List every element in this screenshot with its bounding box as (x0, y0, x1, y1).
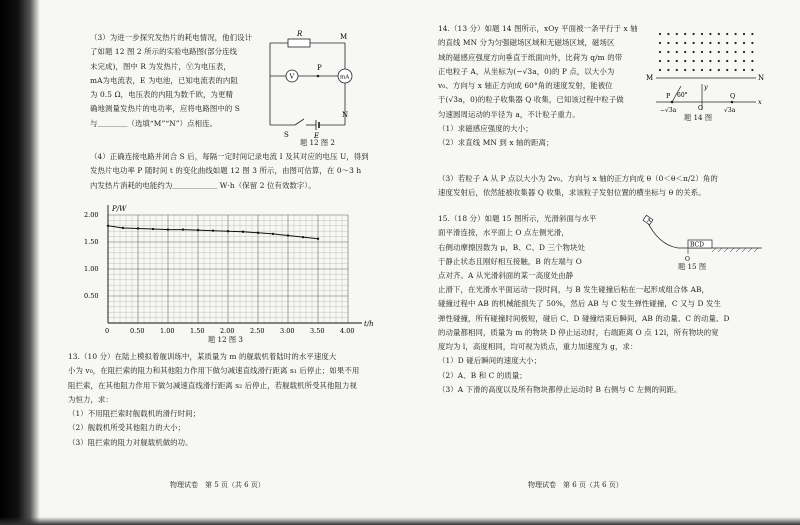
field-dot (684, 42, 686, 44)
data-point (212, 229, 214, 231)
field-dot (726, 33, 728, 35)
left-footer: 物理试卷 第 5 页（共 6 页） (170, 481, 265, 489)
label-A: A (647, 218, 651, 224)
power-time-chart (80, 203, 410, 353)
label-neg-sqrt3a: −√3a (660, 107, 677, 114)
fig14-caption: 题 14 图 (684, 113, 713, 122)
field-dot (676, 60, 678, 62)
field-dot (751, 42, 753, 44)
label-BCD: BCD (690, 241, 704, 249)
field-dot (693, 69, 695, 71)
field-dot (726, 42, 728, 44)
field-dot (743, 60, 745, 62)
label-O: O (698, 105, 703, 112)
origin-label: 0 (105, 327, 110, 335)
field-dot (659, 60, 661, 62)
q14-part3: （3）若粒子 A 从 P 点以大小为 2v₀、方向与 x 轴的正方向成 θ（0＜θ＜π/2）角的 速度发射后，依然能被收集器 Q 收集，求该粒子发射位置的横坐标与 θ 的关系。 (438, 174, 718, 198)
field-dot (735, 60, 737, 62)
data-point (182, 228, 184, 230)
field-dot (676, 69, 678, 71)
data-point (287, 234, 289, 236)
q15-body: 止滑下，在光滑水平面运动一段时间，与 B 发生碰撞后粘在一起形成组合体 AB， 碰撞过程中 AB 的机械能损失了 50%，然后 AB 与 C 发生弹性碰撞，C 又与 D 发生 弹性碰撞，所有碰撞时间极短，碰后 C、D 碰撞结束后瞬间，AB 的动量、C 的动量、D 的动量都相同，质量为 m 的物块 D 停止运动时，右端距离 O 点 12l，所有物块的宽 度均为 l，高度相同，均可视为质点，重力加速度为 g，求： （1）D 碰后瞬间的速度大小； （2）A、B 和 C 的质量； （3）A 下滑的高度以及所有物块都停止运动时 B 右侧与 C 左侧的间距。 (438, 285, 730, 395)
y-tick-label: 1.50 (84, 238, 99, 246)
field-dot (676, 51, 678, 53)
data-point (272, 233, 274, 235)
x-tick-label: 4.00 (340, 327, 355, 335)
x-tick-label: 2.00 (220, 327, 235, 335)
field-dot (684, 60, 686, 62)
field-dot (684, 33, 686, 35)
resistor-R (288, 39, 310, 47)
y-tick-label: 1.00 (84, 265, 99, 273)
x-tick-label: 2.50 (250, 327, 265, 335)
field-dot (693, 51, 695, 53)
field-dot (684, 51, 686, 53)
data-point (167, 228, 169, 230)
point-Q (731, 101, 734, 104)
data-point (242, 231, 244, 233)
field-dot (684, 69, 686, 71)
q12-part3: （3）为进一步探究发热片的耗电情况，他们设计 了如题 12 图 2 所示的实验电路图(部分连线 未完成)，图中 R 为发热片，Ⓥ为电压表， mA为电流表，E 为电池，已知电流表的内阻 为 0.5 Ω，电压表的内阻为数千欧，为更精 确地测量发热片的电功率，应将电路图中的 S 与＿＿＿＿（选填“M”“N”）点相连。 (90, 33, 253, 128)
data-point (302, 236, 304, 238)
label-x: x (758, 98, 762, 106)
field-dot (693, 60, 695, 62)
label-mA: mA (340, 74, 350, 81)
power-curve (108, 226, 318, 239)
label-P: P (666, 92, 671, 100)
field-dot (693, 33, 695, 35)
field-dot (667, 69, 669, 71)
x-tick-label: 3.00 (280, 327, 295, 335)
data-point (107, 225, 109, 227)
field-dot (701, 60, 703, 62)
field-dot (751, 33, 753, 35)
magnetic-field-figure (646, 28, 765, 123)
field-dot (659, 51, 661, 53)
field-dot (659, 42, 661, 44)
label-O: O (685, 256, 690, 263)
field-dot (726, 69, 728, 71)
data-point (227, 230, 229, 232)
field-dot (701, 51, 703, 53)
field-dot (676, 42, 678, 44)
data-point (317, 238, 319, 240)
field-dot (667, 33, 669, 35)
label-M: M (340, 33, 348, 41)
q12-part4: （4）正确连接电路并闭合 S 后，每隔一定时间记录电流 I 及其对应的电压 U，得到 发热片电功率 P 随时间 t 的变化曲线如题 12 图 3 所示，由图可估算，在 0～3 h 内发热片消耗的电能约为＿＿＿＿＿＿ W·h（保留 2 位有效数字）。 (90, 152, 369, 190)
field-dot (718, 33, 720, 35)
x-tick-label: 3.50 (310, 327, 325, 335)
field-dot (693, 42, 695, 44)
field-dot (718, 60, 720, 62)
field-dot (743, 51, 745, 53)
label-M: M (646, 74, 654, 82)
scan-shadow-left (0, 0, 40, 525)
field-dot (735, 69, 737, 71)
fig15-caption: 题 15 图 (678, 262, 707, 271)
label-N: N (342, 111, 349, 119)
data-point (197, 229, 199, 231)
field-dot (709, 69, 711, 71)
node-P (317, 75, 320, 78)
field-dot (718, 69, 720, 71)
field-dot (743, 33, 745, 35)
field-dot (709, 51, 711, 53)
field-dot (751, 69, 753, 71)
field-dot (726, 60, 728, 62)
y-axis-label: P/W (112, 205, 127, 213)
q15-intro: 15.（18 分）如题 15 图所示，光滑斜面与水平 面平滑连接，水平面上 O 点左侧光滑， 右侧动摩擦因数为 μ，B、C、D 三个物块处 于静止状态且刚好相互接触，B 的左端与 O 点对齐。A 从光滑斜面的某一高度处由静 (438, 214, 597, 281)
field-dot (659, 69, 661, 71)
q13: 13.（10 分）在陆上模拟着舰训练中，某质量为 m 的舰载机着陆时的水平速度大 小为 v₀，在阻拦索的阻力和其他阻力作用下做匀减速直线滑行距离 s₁ 后停止；如果不用 阻拦索，在其他阻力作用下做匀减速直线滑行距离 s₂ 后停止，若舰载机所受其他阻力视 为恒力，求： （1）不用阻拦索时舰载机的滑行时间； （2）舰载机所受其他阻力的大小； （3）阻拦索的阻力对舰载机做的功。 (68, 352, 360, 447)
chart-caption: 题 12 图 3 (208, 335, 243, 344)
q14-intro: 14.（13 分）如题 14 图所示，xOy 平面被一条平行于 x 轴 的直线 MN 分为匀强磁场区域和无磁场区域，磁场区 域的磁感应强度方向垂直于纸面向外，比荷为 q/m 的带 正电粒子 A，从坐标为(−√3a，0)的 P 点，以大小为 v₀、方向与 x 轴正方向成 60°角的速度发射，能被位 于(√3a，0)的粒子收集器 Q 收集，已知该过程中粒子做 匀速圆周运动的半径为 a，不计粒子重力。 （1）求磁感应强度的大小； （2）求直线 MN 到 x 轴的距离； (438, 24, 638, 148)
circuit-diagram (260, 30, 380, 140)
field-dot (667, 60, 669, 62)
x-tick-label: 0.50 (130, 327, 145, 335)
label-y: y (704, 83, 708, 91)
field-dot (676, 33, 678, 35)
angle-label: 60° (677, 92, 688, 99)
x-tick-label: 1.00 (160, 327, 175, 335)
data-point (257, 232, 259, 234)
y-tick-label: 0.50 (84, 292, 99, 300)
field-dot (743, 42, 745, 44)
field-dot (718, 42, 720, 44)
label-Q: Q (730, 92, 736, 100)
label-V: V (289, 72, 295, 81)
floor-hatching (712, 248, 758, 252)
field-dot (667, 51, 669, 53)
field-dot (735, 42, 737, 44)
field-dot (709, 33, 711, 35)
circuit-caption: 题 12 图 2 (300, 138, 335, 147)
y-tick-label: 2.00 (84, 211, 99, 219)
field-dot (751, 60, 753, 62)
label-pos-sqrt3a: √3a (724, 107, 736, 114)
field-dot (726, 51, 728, 53)
label-S: S (284, 131, 289, 139)
right-footer: 物理试卷 第 6 页（共 6 页） (528, 481, 623, 489)
x-axis-label: t/h (364, 320, 374, 328)
field-dot (701, 69, 703, 71)
field-dots (659, 33, 754, 71)
field-dot (701, 33, 703, 35)
scan-shadow-bottom (0, 517, 800, 525)
field-dot (751, 51, 753, 53)
field-dot (659, 33, 661, 35)
field-dot (701, 42, 703, 44)
field-dot (735, 51, 737, 53)
switch-S-icon (295, 119, 304, 125)
data-point (152, 228, 154, 230)
label-P: P (317, 64, 322, 72)
field-dot (735, 33, 737, 35)
label-E: E (314, 132, 320, 140)
field-dot (709, 42, 711, 44)
field-dot (667, 42, 669, 44)
data-point (122, 227, 124, 229)
x-tick-label: 1.50 (190, 327, 205, 335)
field-dot (743, 69, 745, 71)
label-N: N (758, 74, 765, 82)
field-dot (718, 51, 720, 53)
data-point (137, 227, 139, 229)
label-R: R (297, 30, 303, 38)
field-dot (709, 60, 711, 62)
